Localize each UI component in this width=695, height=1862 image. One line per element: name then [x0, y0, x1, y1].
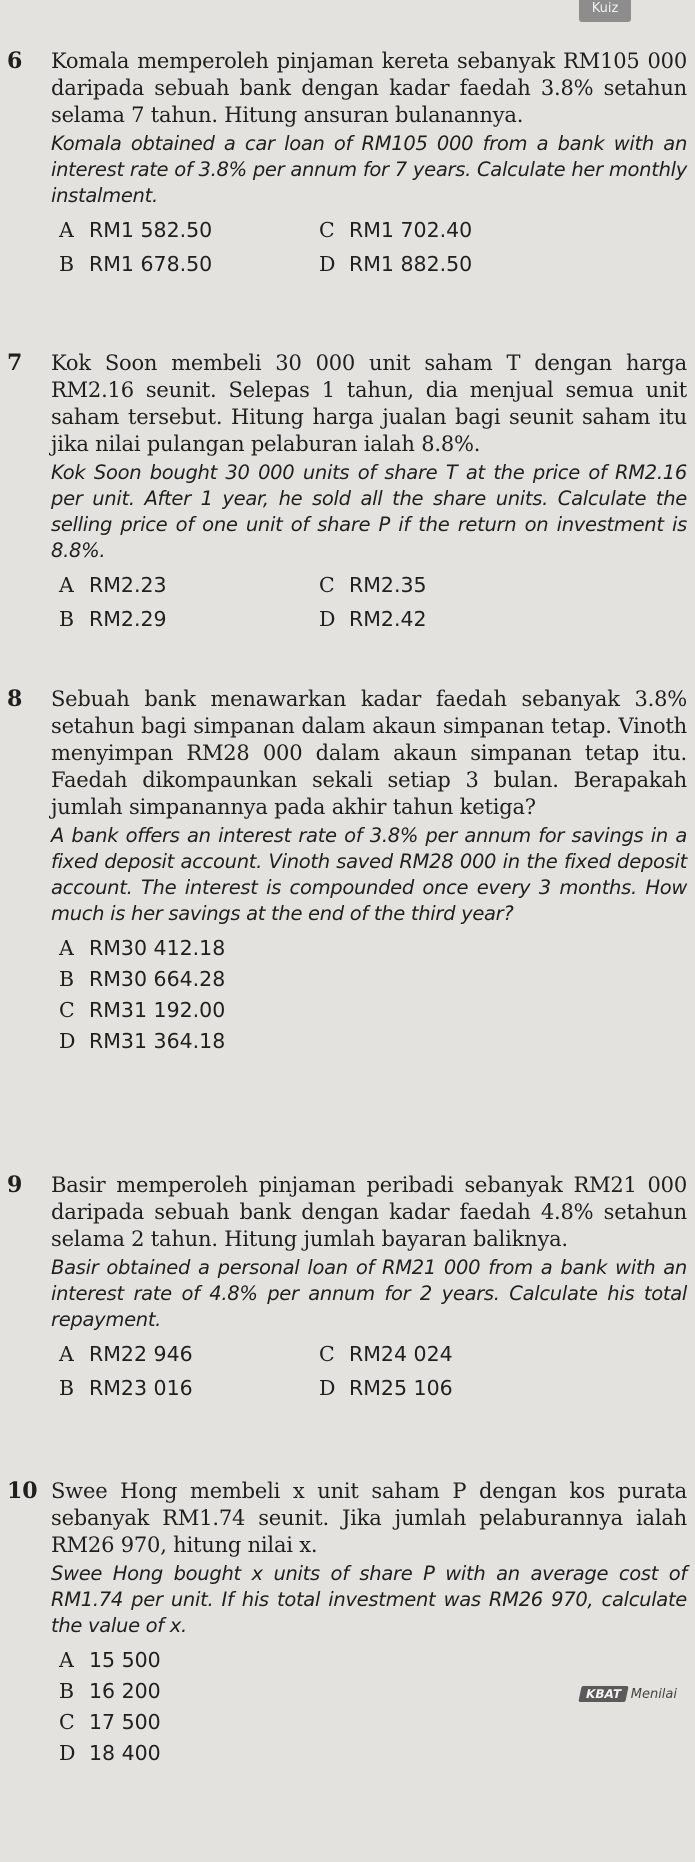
option-b[interactable]: B RM23 016: [59, 1376, 193, 1400]
answer-options: [59, 933, 687, 1057]
kbat-badge-group: [580, 1683, 677, 1702]
option-b[interactable]: B 16 200: [59, 1679, 161, 1703]
question-text-english: Kok Soon bought 30 000 units of share T at the price of RM2.16 per unit. After 1 year, he sold all the share units. Calculate the selling price of one unit of share P if the return on investment is 8.8%.: [51, 461, 687, 562]
question-text-malay: Kok Soon membeli 30 000 unit saham T dengan harga RM2.16 seunit. Selepas 1 tahun, dia menjual semua unit saham tersebut. Hitung harga jualan bagi seunit saham itu jika nilai pulangan pelaburan ialah 8.8%.: [51, 351, 687, 456]
option-c[interactable]: C RM2.35: [319, 573, 427, 597]
question-text-malay: Swee Hong membeli x unit saham P dengan kos purata sebanyak RM1.74 seunit. Jika jumlah pelaburannya ialah RM26 970, hitung nilai x.: [51, 1479, 687, 1557]
question-10: [7, 1478, 687, 1769]
question-9: [7, 1172, 687, 1403]
option-c[interactable]: C RM31 192.00: [59, 998, 226, 1022]
question-text-english: Swee Hong bought x units of share P with an average cost of RM1.74 per unit. If his total investment was RM26 970, calculate the value of x.: [51, 1562, 687, 1637]
option-c[interactable]: C RM24 024: [319, 1342, 453, 1366]
page-tab-label: Kuiz: [579, 0, 631, 22]
answer-options: [59, 215, 687, 279]
question-number: 8: [7, 686, 23, 712]
question-text-malay: Sebuah bank menawarkan kadar faedah sebanyak 3.8% setahun bagi simpanan dalam akaun simpanan tetap. Vinoth menyimpan RM28 000 dalam akaun simpanan tetap itu. Faedah dikompaunkan sekali setiap 3 bulan. Berapakah jumlah simpanannya pada akhir tahun ketiga?: [51, 687, 687, 819]
question-text-english: Basir obtained a personal loan of RM21 000 from a bank with an interest rate of 4.8% per annum for 2 years. Calculate his total repayment.: [51, 1256, 687, 1331]
question-text-english: Komala obtained a car loan of RM105 000 from a bank with an interest rate of 3.8% per annum for 7 years. Calculate her monthly instalment.: [51, 132, 687, 207]
option-b[interactable]: B RM1 678.50: [59, 252, 213, 276]
answer-options: [59, 1339, 687, 1403]
question-text-english: A bank offers an interest rate of 3.8% per annum for savings in a fixed deposit account. Vinoth saved RM28 000 in the fixed deposit account. The interest is compounded once every 3 months. How much is her savings at the end of the third year?: [51, 824, 687, 925]
option-b[interactable]: B RM2.29: [59, 607, 167, 631]
question-6: [7, 48, 687, 279]
question-number: 6: [7, 48, 23, 74]
answer-options: [59, 1645, 687, 1769]
option-d[interactable]: D RM1 882.50: [319, 252, 473, 276]
option-c[interactable]: C 17 500: [59, 1710, 161, 1734]
option-d[interactable]: D 18 400: [59, 1741, 161, 1765]
kbat-level-label: Menilai: [630, 1687, 677, 1702]
option-d[interactable]: D RM31 364.18: [59, 1029, 226, 1053]
option-c[interactable]: C RM1 702.40: [319, 218, 473, 242]
option-d[interactable]: D RM2.42: [319, 607, 427, 631]
option-a[interactable]: A 15 500: [59, 1648, 161, 1672]
question-8: [7, 686, 687, 1057]
option-d[interactable]: D RM25 106: [319, 1376, 453, 1400]
question-text-malay: Komala memperoleh pinjaman kereta sebanyak RM105 000 daripada sebuah bank dengan kadar faedah 3.8% setahun selama 7 tahun. Hitung ansuran bulanannya.: [51, 49, 687, 127]
question-number: 10: [7, 1478, 38, 1504]
question-number: 9: [7, 1172, 23, 1198]
option-a[interactable]: A RM30 412.18: [59, 936, 226, 960]
kbat-badge: KBAT: [578, 1686, 628, 1702]
option-a[interactable]: A RM2.23: [59, 573, 167, 597]
option-b[interactable]: B RM30 664.28: [59, 967, 226, 991]
question-text-malay: Basir memperoleh pinjaman peribadi sebanyak RM21 000 daripada sebuah bank dengan kadar faedah 4.8% setahun selama 2 tahun. Hitung jumlah bayaran baliknya.: [51, 1173, 687, 1251]
question-7: [7, 350, 687, 634]
question-number: 7: [7, 350, 23, 376]
answer-options: [59, 570, 687, 634]
option-a[interactable]: A RM22 946: [59, 1342, 193, 1366]
option-a[interactable]: A RM1 582.50: [59, 218, 213, 242]
